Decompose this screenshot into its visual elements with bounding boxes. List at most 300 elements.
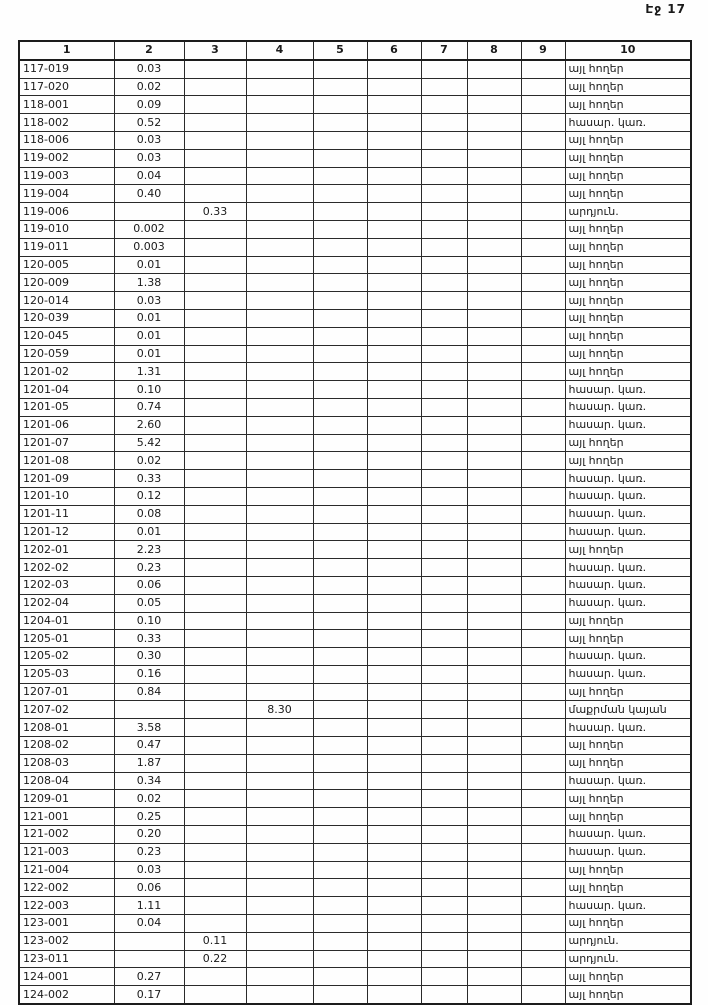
cell-col7 [421, 648, 467, 666]
cell-col3 [184, 683, 246, 701]
cell-col8 [467, 986, 521, 1004]
cell-col4 [246, 345, 313, 363]
cell-col3: 0.22 [184, 950, 246, 968]
cell-col5 [313, 220, 367, 238]
cell-col8 [467, 309, 521, 327]
cell-col3 [184, 790, 246, 808]
cell-col3 [184, 327, 246, 345]
cell-parcel-code: 1208-02 [19, 737, 114, 755]
cell-col7 [421, 897, 467, 915]
table-row [19, 808, 691, 826]
cell-land-use: այլ հողեր [565, 238, 691, 256]
cell-col2: 0.01 [114, 309, 184, 327]
cell-col7 [421, 434, 467, 452]
cell-col9 [521, 630, 565, 648]
cell-col2: 1.87 [114, 754, 184, 772]
cell-col8 [467, 434, 521, 452]
cell-col5 [313, 648, 367, 666]
cell-col7 [421, 327, 467, 345]
cell-parcel-code: 119-011 [19, 238, 114, 256]
cell-col8 [467, 60, 521, 78]
cell-land-use: հասար. կառ. [565, 594, 691, 612]
cell-col2: 0.10 [114, 381, 184, 399]
cell-col4 [246, 790, 313, 808]
cell-parcel-code: 123-001 [19, 915, 114, 933]
cell-parcel-code: 1201-10 [19, 487, 114, 505]
cell-col2: 0.01 [114, 327, 184, 345]
cell-parcel-code: 1201-04 [19, 381, 114, 399]
cell-col6 [367, 274, 421, 292]
cell-col3 [184, 381, 246, 399]
cell-parcel-code: 119-006 [19, 203, 114, 221]
cell-parcel-code: 1201-12 [19, 523, 114, 541]
cell-col6 [367, 594, 421, 612]
cell-col7 [421, 950, 467, 968]
cell-col4 [246, 932, 313, 950]
cell-col2: 5.42 [114, 434, 184, 452]
cell-col2: 0.16 [114, 665, 184, 683]
cell-col9 [521, 683, 565, 701]
cell-col8 [467, 452, 521, 470]
cell-col3 [184, 541, 246, 559]
cell-col7 [421, 808, 467, 826]
cell-col9 [521, 861, 565, 879]
cell-col5 [313, 683, 367, 701]
cell-land-use: այլ հողեր [565, 309, 691, 327]
cell-col6 [367, 416, 421, 434]
cell-col8 [467, 576, 521, 594]
cell-col6 [367, 78, 421, 96]
cell-col6 [367, 114, 421, 132]
cell-col9 [521, 238, 565, 256]
cell-col6 [367, 131, 421, 149]
cell-parcel-code: 1201-05 [19, 398, 114, 416]
cell-col9 [521, 398, 565, 416]
cell-land-use: այլ հողեր [565, 452, 691, 470]
cell-col7 [421, 381, 467, 399]
cell-col2: 0.12 [114, 487, 184, 505]
table-row [19, 843, 691, 861]
column-header-1: 1 [19, 41, 114, 60]
cell-col2: 0.20 [114, 826, 184, 844]
cell-land-use: այլ հողեր [565, 683, 691, 701]
cell-col9 [521, 256, 565, 274]
cell-land-use: այլ հողեր [565, 968, 691, 986]
cell-col4 [246, 416, 313, 434]
cell-col2: 0.10 [114, 612, 184, 630]
cell-col9 [521, 737, 565, 755]
cell-col5 [313, 345, 367, 363]
cell-col2: 0.002 [114, 220, 184, 238]
cell-col4 [246, 487, 313, 505]
cell-col5 [313, 808, 367, 826]
cell-col4 [246, 968, 313, 986]
cell-col9 [521, 292, 565, 310]
cell-col9 [521, 808, 565, 826]
cell-parcel-code: 1205-02 [19, 648, 114, 666]
cell-col8 [467, 737, 521, 755]
cell-col5 [313, 203, 367, 221]
table-row [19, 149, 691, 167]
cell-parcel-code: 120-005 [19, 256, 114, 274]
cell-col3 [184, 149, 246, 167]
cell-col5 [313, 665, 367, 683]
cell-col5 [313, 256, 367, 274]
column-header-6: 6 [367, 41, 421, 60]
cell-land-use: հասար. կառ. [565, 665, 691, 683]
cell-col4 [246, 398, 313, 416]
cell-col2 [114, 932, 184, 950]
cell-col8 [467, 398, 521, 416]
cell-col5 [313, 78, 367, 96]
cell-col8 [467, 167, 521, 185]
cell-land-use: հասար. կառ. [565, 826, 691, 844]
cell-col6 [367, 879, 421, 897]
cell-col4 [246, 203, 313, 221]
cell-land-use: այլ հողեր [565, 986, 691, 1004]
cell-col6 [367, 505, 421, 523]
cell-col2: 0.74 [114, 398, 184, 416]
cell-col8 [467, 879, 521, 897]
cell-col4 [246, 78, 313, 96]
cell-col5 [313, 701, 367, 719]
cell-col7 [421, 737, 467, 755]
cell-col2: 0.02 [114, 78, 184, 96]
cell-col7 [421, 754, 467, 772]
cell-col4 [246, 131, 313, 149]
cell-col2: 0.03 [114, 861, 184, 879]
cell-col8 [467, 238, 521, 256]
cell-col8 [467, 220, 521, 238]
cell-col6 [367, 932, 421, 950]
cell-col3 [184, 434, 246, 452]
cell-col7 [421, 576, 467, 594]
cell-land-use: հասար. կառ. [565, 487, 691, 505]
cell-col5 [313, 861, 367, 879]
cell-col5 [313, 932, 367, 950]
cell-parcel-code: 120-039 [19, 309, 114, 327]
cell-parcel-code: 1201-09 [19, 470, 114, 488]
cell-parcel-code: 119-004 [19, 185, 114, 203]
cell-col5 [313, 381, 367, 399]
cell-col6 [367, 719, 421, 737]
cell-col2: 0.40 [114, 185, 184, 203]
cell-col9 [521, 648, 565, 666]
cell-parcel-code: 120-009 [19, 274, 114, 292]
table-row [19, 541, 691, 559]
cell-parcel-code: 124-001 [19, 968, 114, 986]
cell-col5 [313, 968, 367, 986]
cell-col7 [421, 790, 467, 808]
cell-col9 [521, 826, 565, 844]
cell-col9 [521, 274, 565, 292]
cell-col9 [521, 986, 565, 1004]
cell-col5 [313, 772, 367, 790]
cell-col8 [467, 719, 521, 737]
cell-col6 [367, 203, 421, 221]
cell-col6 [367, 843, 421, 861]
cell-col8 [467, 826, 521, 844]
cell-col3 [184, 612, 246, 630]
cell-col8 [467, 790, 521, 808]
cell-col7 [421, 220, 467, 238]
cell-col9 [521, 416, 565, 434]
table-row [19, 915, 691, 933]
cell-col7 [421, 398, 467, 416]
cell-parcel-code: 122-003 [19, 897, 114, 915]
table-row [19, 559, 691, 577]
cell-col2: 0.01 [114, 345, 184, 363]
cell-col8 [467, 950, 521, 968]
cell-col2: 1.11 [114, 897, 184, 915]
cell-col2: 1.31 [114, 363, 184, 381]
cell-parcel-code: 1202-03 [19, 576, 114, 594]
cell-col4 [246, 665, 313, 683]
cell-col5 [313, 363, 367, 381]
cell-col8 [467, 149, 521, 167]
cell-land-use: հասար. կառ. [565, 381, 691, 399]
table-row [19, 505, 691, 523]
cell-col2: 0.01 [114, 523, 184, 541]
cell-land-use: հասար. կառ. [565, 559, 691, 577]
cell-land-use: այլ հողեր [565, 754, 691, 772]
cell-col4 [246, 630, 313, 648]
column-header-7: 7 [421, 41, 467, 60]
cell-col2: 0.23 [114, 559, 184, 577]
cell-col3 [184, 292, 246, 310]
cell-col6 [367, 950, 421, 968]
cell-col5 [313, 292, 367, 310]
cell-col6 [367, 523, 421, 541]
cell-col9 [521, 843, 565, 861]
cell-land-use: հասար. կառ. [565, 897, 691, 915]
cell-parcel-code: 117-020 [19, 78, 114, 96]
table-row [19, 576, 691, 594]
cell-col4 [246, 292, 313, 310]
cell-parcel-code: 118-006 [19, 131, 114, 149]
cell-col4 [246, 256, 313, 274]
cell-col6 [367, 737, 421, 755]
cell-col3 [184, 167, 246, 185]
cell-col3 [184, 398, 246, 416]
cell-col8 [467, 470, 521, 488]
cell-col8 [467, 487, 521, 505]
cell-land-use: հասար. կառ. [565, 523, 691, 541]
table-row [19, 932, 691, 950]
cell-col3 [184, 737, 246, 755]
cell-col6 [367, 576, 421, 594]
cell-col9 [521, 96, 565, 114]
table-row [19, 470, 691, 488]
cell-col5 [313, 559, 367, 577]
table-row [19, 594, 691, 612]
cell-col4 [246, 879, 313, 897]
cell-col6 [367, 808, 421, 826]
cell-col7 [421, 60, 467, 78]
cell-col8 [467, 915, 521, 933]
cell-col7 [421, 363, 467, 381]
table-row [19, 897, 691, 915]
cell-col2: 0.34 [114, 772, 184, 790]
table-row [19, 648, 691, 666]
cell-col6 [367, 220, 421, 238]
cell-col7 [421, 131, 467, 149]
cell-land-use: հասար. կառ. [565, 843, 691, 861]
cell-parcel-code: 118-002 [19, 114, 114, 132]
cell-col9 [521, 363, 565, 381]
cell-col5 [313, 60, 367, 78]
cell-col3: 0.11 [184, 932, 246, 950]
cell-col5 [313, 879, 367, 897]
cell-col3 [184, 345, 246, 363]
table-row [19, 986, 691, 1004]
table-row [19, 719, 691, 737]
table-row [19, 327, 691, 345]
cell-col2: 0.03 [114, 131, 184, 149]
cell-col2: 0.09 [114, 96, 184, 114]
cell-col7 [421, 932, 467, 950]
cell-land-use: այլ հողեր [565, 292, 691, 310]
cell-col7 [421, 149, 467, 167]
cell-col9 [521, 381, 565, 399]
cell-col9 [521, 345, 565, 363]
cell-col2: 0.04 [114, 167, 184, 185]
cell-col7 [421, 879, 467, 897]
cell-land-use: հասար. կառ. [565, 648, 691, 666]
cell-col5 [313, 398, 367, 416]
cell-parcel-code: 1201-06 [19, 416, 114, 434]
cell-col7 [421, 309, 467, 327]
cell-col8 [467, 843, 521, 861]
cell-land-use: հասար. կառ. [565, 416, 691, 434]
cell-col2: 0.84 [114, 683, 184, 701]
cell-col5 [313, 790, 367, 808]
cell-col6 [367, 256, 421, 274]
cell-col4 [246, 96, 313, 114]
cell-col6 [367, 345, 421, 363]
cell-col5 [313, 826, 367, 844]
cell-col4 [246, 274, 313, 292]
cell-land-use: արդյուն. [565, 950, 691, 968]
table-header-row [19, 41, 691, 60]
cell-col4 [246, 648, 313, 666]
cell-col9 [521, 185, 565, 203]
cell-col4 [246, 861, 313, 879]
cell-col5 [313, 434, 367, 452]
cell-col7 [421, 719, 467, 737]
cell-parcel-code: 1209-01 [19, 790, 114, 808]
column-header-9: 9 [521, 41, 565, 60]
cell-col7 [421, 968, 467, 986]
cell-col4 [246, 452, 313, 470]
cell-col6 [367, 60, 421, 78]
cell-col6 [367, 665, 421, 683]
cell-col3: 0.33 [184, 203, 246, 221]
cell-parcel-code: 120-059 [19, 345, 114, 363]
cell-col8 [467, 416, 521, 434]
cell-land-use: այլ հողեր [565, 149, 691, 167]
cell-col8 [467, 292, 521, 310]
cell-col5 [313, 576, 367, 594]
cell-land-use: այլ հողեր [565, 879, 691, 897]
cell-col6 [367, 185, 421, 203]
cell-col7 [421, 683, 467, 701]
cell-col7 [421, 167, 467, 185]
cell-col4 [246, 363, 313, 381]
cell-col8 [467, 932, 521, 950]
table-row [19, 256, 691, 274]
cell-col6 [367, 897, 421, 915]
cell-col9 [521, 754, 565, 772]
cell-col5 [313, 131, 367, 149]
cell-col3 [184, 915, 246, 933]
cell-col2: 0.04 [114, 915, 184, 933]
cell-col3 [184, 719, 246, 737]
cell-col3 [184, 772, 246, 790]
cell-col4 [246, 185, 313, 203]
cell-col9 [521, 559, 565, 577]
cell-land-use: այլ հողեր [565, 790, 691, 808]
cell-col2: 0.30 [114, 648, 184, 666]
cell-col3 [184, 843, 246, 861]
cell-col7 [421, 843, 467, 861]
cell-col5 [313, 238, 367, 256]
cell-col6 [367, 701, 421, 719]
cell-col6 [367, 861, 421, 879]
cell-col8 [467, 256, 521, 274]
cell-col6 [367, 327, 421, 345]
cell-col8 [467, 131, 521, 149]
cell-col7 [421, 452, 467, 470]
cell-col8 [467, 114, 521, 132]
cell-col4 [246, 327, 313, 345]
cell-col3 [184, 576, 246, 594]
cell-col7 [421, 630, 467, 648]
cell-parcel-code: 1201-07 [19, 434, 114, 452]
cell-col4 [246, 986, 313, 1004]
cell-land-use: հասար. կառ. [565, 114, 691, 132]
cell-land-use: այլ հողեր [565, 345, 691, 363]
cell-col9 [521, 114, 565, 132]
cell-parcel-code: 1208-01 [19, 719, 114, 737]
cell-col7 [421, 665, 467, 683]
cell-col4 [246, 594, 313, 612]
cell-col9 [521, 78, 565, 96]
cell-col8 [467, 594, 521, 612]
cell-col2: 0.05 [114, 594, 184, 612]
cell-col5 [313, 309, 367, 327]
column-header-8: 8 [467, 41, 521, 60]
cell-col8 [467, 381, 521, 399]
cell-parcel-code: 1201-11 [19, 505, 114, 523]
cell-col5 [313, 986, 367, 1004]
cell-parcel-code: 124-002 [19, 986, 114, 1004]
cell-col4 [246, 523, 313, 541]
cell-col5 [313, 754, 367, 772]
cell-col3 [184, 861, 246, 879]
cell-col2: 0.06 [114, 576, 184, 594]
cell-col4 [246, 149, 313, 167]
cell-land-use: հասար. կառ. [565, 719, 691, 737]
cell-parcel-code: 1202-01 [19, 541, 114, 559]
cell-land-use: այլ հողեր [565, 861, 691, 879]
cell-land-use: այլ հողեր [565, 256, 691, 274]
cell-col4 [246, 434, 313, 452]
cell-land-use: այլ հողեր [565, 541, 691, 559]
cell-col5 [313, 185, 367, 203]
cell-col3 [184, 968, 246, 986]
table-row [19, 131, 691, 149]
